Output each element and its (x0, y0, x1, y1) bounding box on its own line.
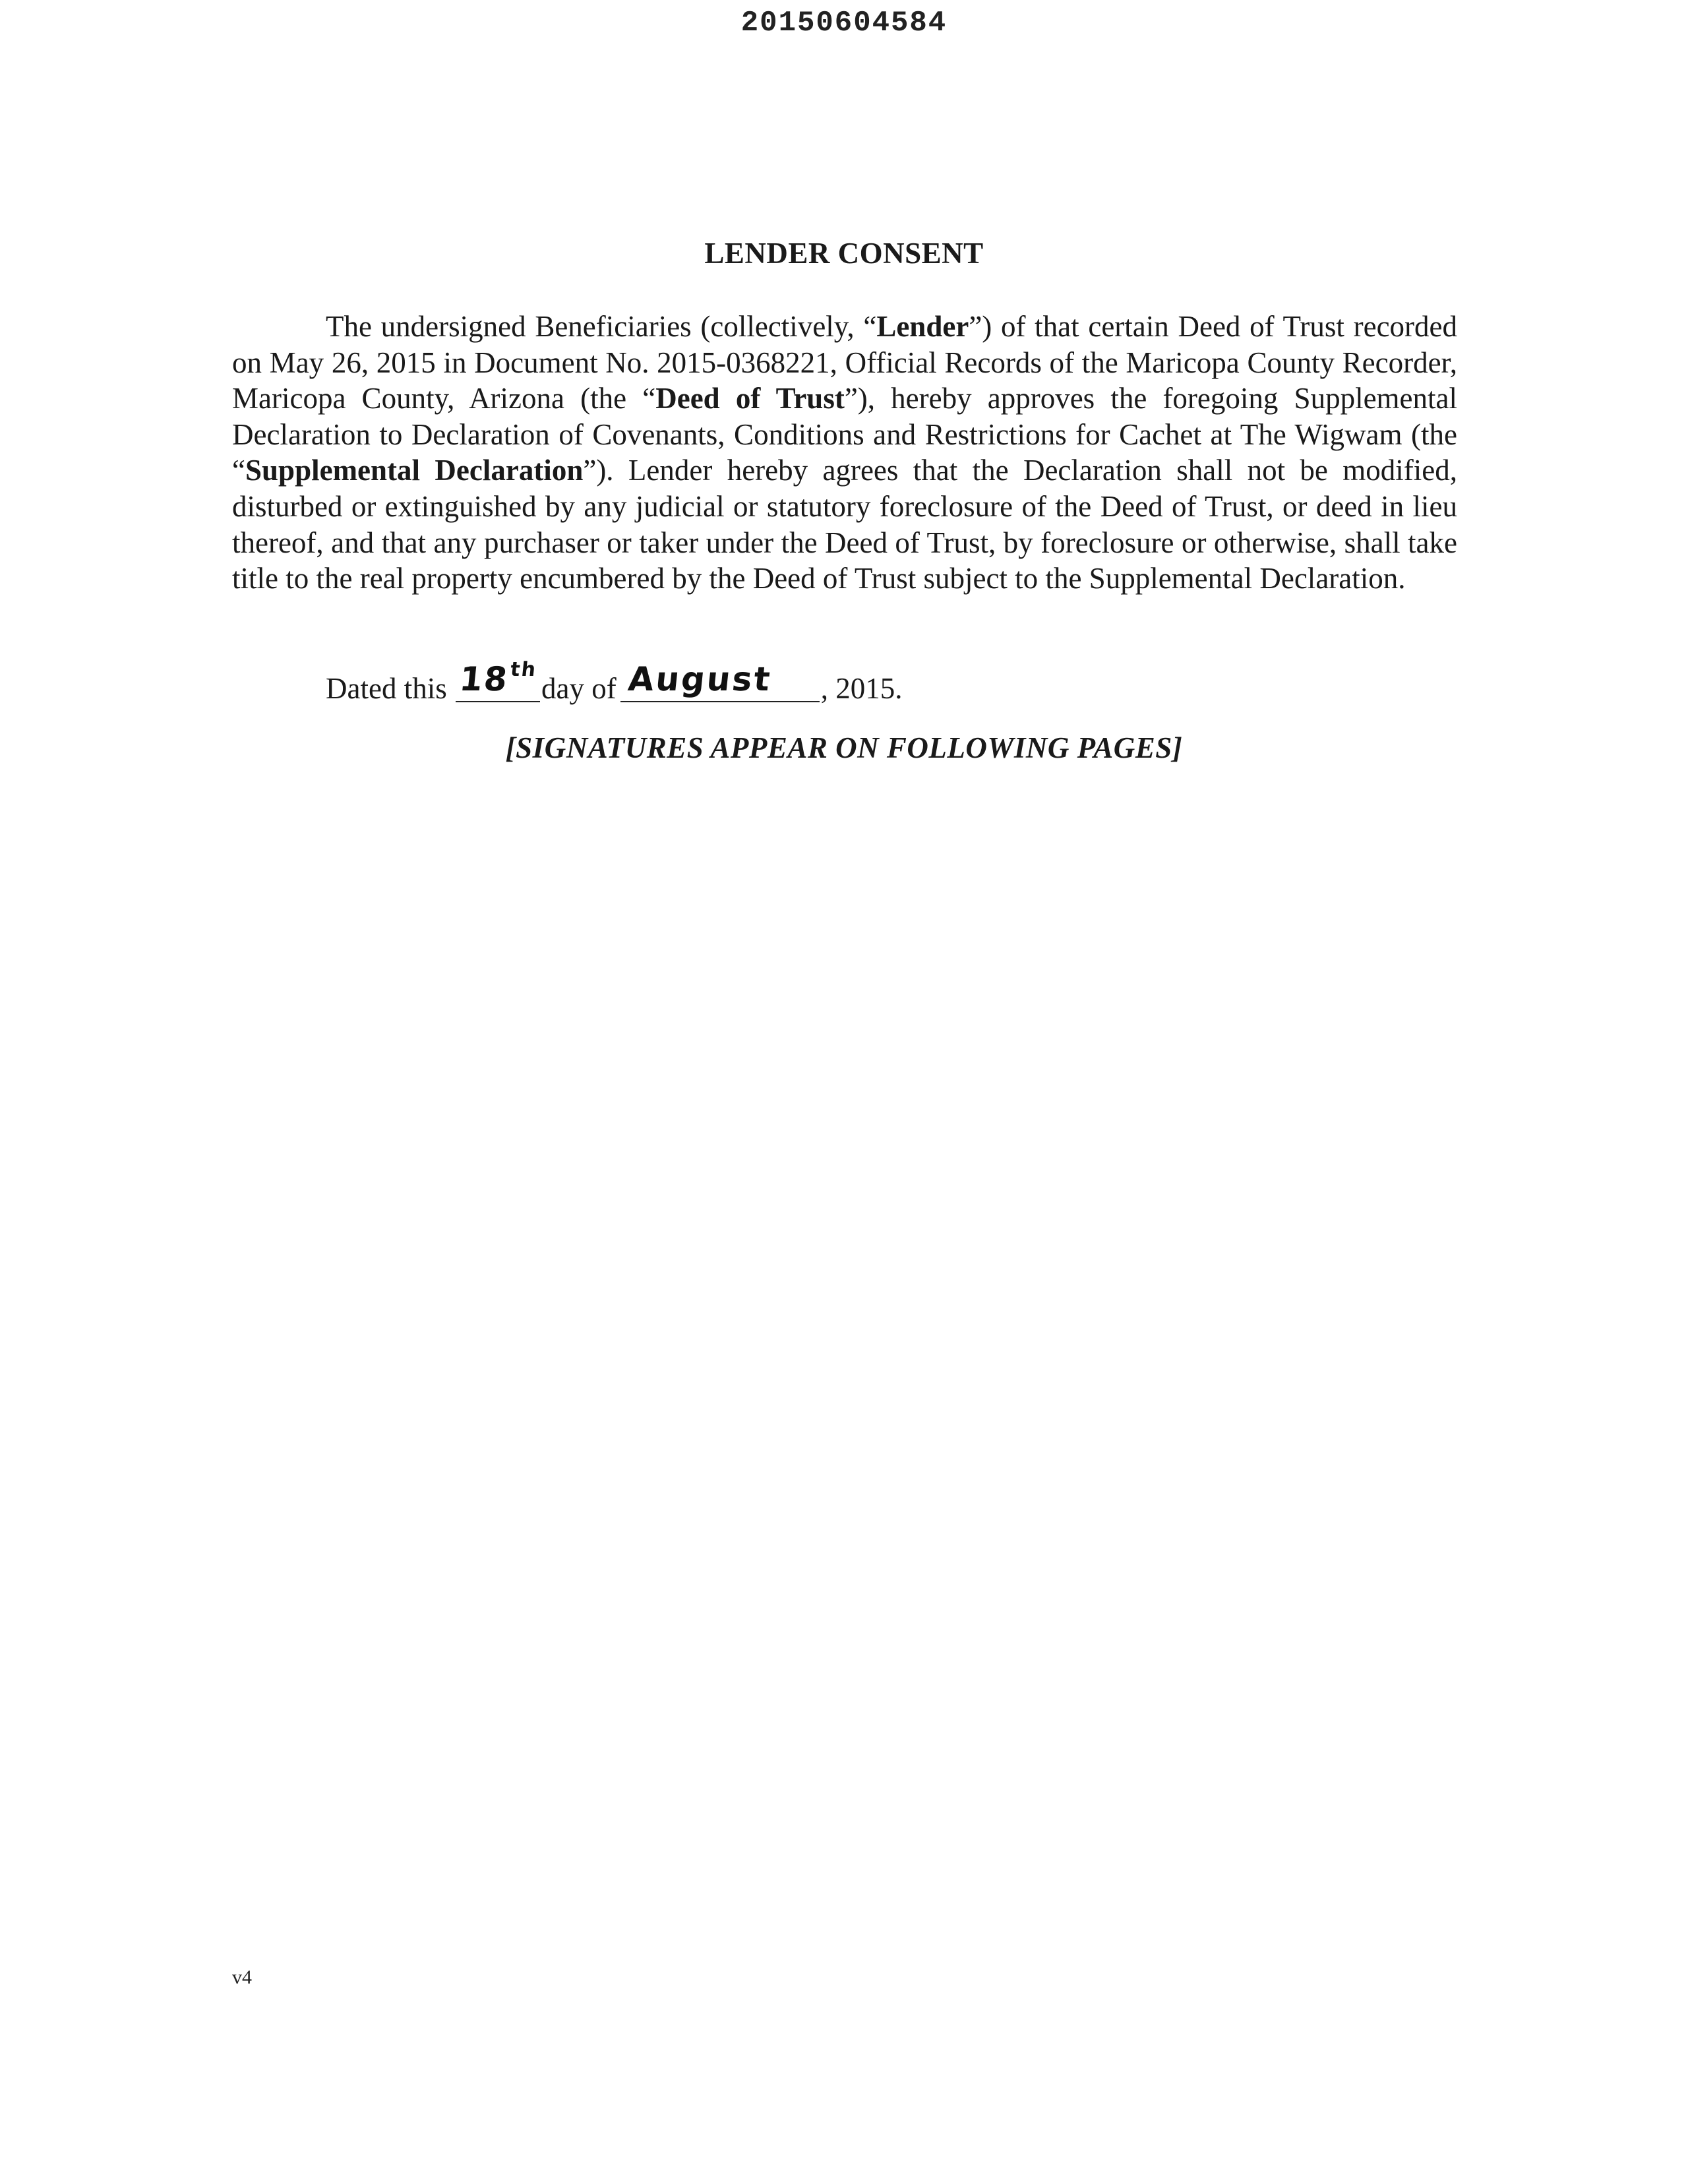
term-lender: Lender (876, 310, 969, 343)
dated-line (326, 658, 903, 706)
consent-text-2: ”) of that certain Deed of Trust recorded on May 26, 2015 in Document No. 2015-0368221, Official Records of the Maricopa County Recorder, Maricopa County, Arizona (the “ (232, 310, 1458, 415)
consent-text-4: ”). Lender hereby agrees that the Declaration shall not be modified, disturbed or extinguished by any judicial or statutory foreclosure of the Deed of Trust, or deed in lieu thereof, and that any purchaser or taker under the Deed of Trust, by foreclosure or otherwise, shall take title to the real property encumbered by the Deed of Trust subject to the Supplemental Declaration. (232, 454, 1457, 595)
handwritten-day-suffix: th (509, 658, 538, 681)
page-title: LENDER CONSENT (704, 237, 984, 270)
version-label: v4 (232, 1966, 252, 1988)
recording-document-number: 20150604584 (740, 7, 948, 40)
dated-middle: day of (541, 672, 617, 705)
handwritten-day: 18th (458, 658, 538, 698)
term-deed-of-trust: Deed of Trust (655, 382, 845, 415)
dated-suffix: , 2015. (820, 672, 903, 705)
handwritten-month: August (626, 660, 774, 698)
day-blank (456, 658, 540, 702)
consent-text-3: ”), hereby approves the foregoing Supplemental Declaration to Declaration of Covenants, Conditions and Restrictions for Cachet at The Wigwam (the “ (232, 382, 1457, 487)
consent-paragraph (232, 309, 1457, 597)
signatures-note: [SIGNATURES APPEAR ON FOLLOWING PAGES] (505, 731, 1183, 764)
term-supplemental-declaration: Supplemental Declaration (245, 454, 584, 487)
month-blank (620, 660, 820, 702)
consent-text-1: The undersigned Beneficiaries (collectively, “ (326, 310, 877, 343)
dated-prefix: Dated this (326, 672, 447, 705)
